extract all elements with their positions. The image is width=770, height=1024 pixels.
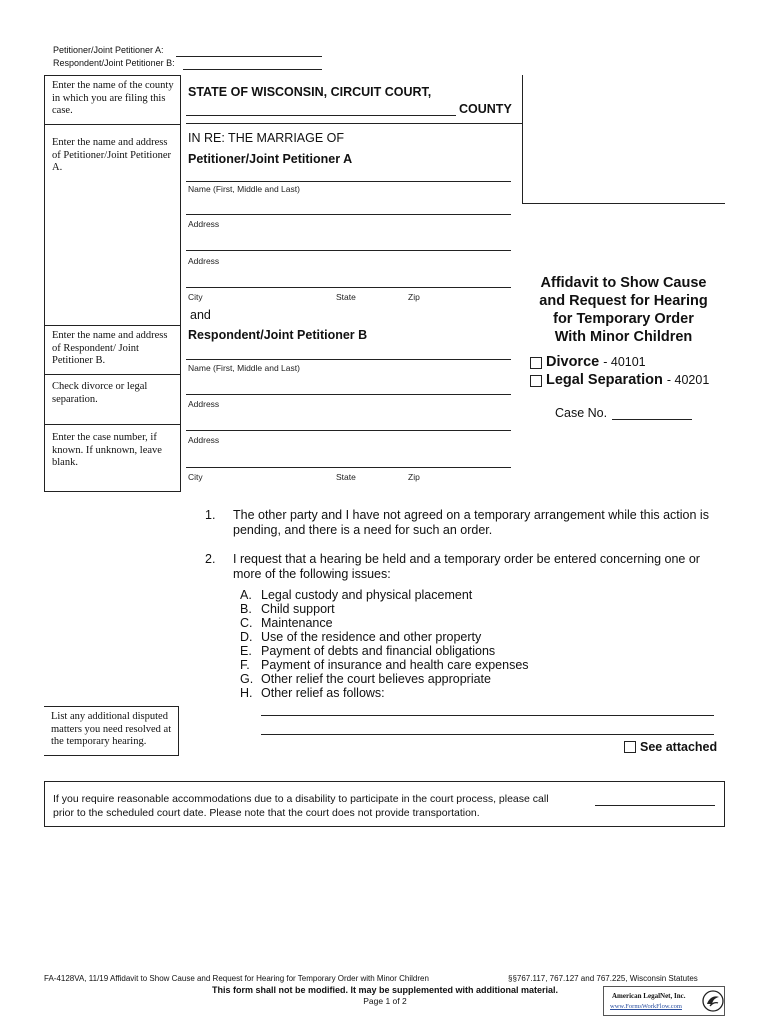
issue-text: Payment of insurance and health care expenses — [261, 658, 529, 672]
party-b-name-label: Name (First, Middle and Last) — [188, 363, 300, 373]
legal-separation-label: Legal Separation — [546, 372, 663, 388]
check-instruction: Check divorce or legal separation. — [52, 381, 148, 405]
county-label: COUNTY — [459, 102, 512, 116]
issue-letter: H. — [240, 686, 253, 700]
accommodations-box — [44, 781, 725, 827]
sidebar-divider — [44, 424, 181, 425]
sidebar-top-border — [44, 75, 181, 76]
party-b-state-label: State — [336, 472, 356, 482]
respondent-header-label: Respondent/Joint Petitioner B: — [53, 58, 175, 68]
respondent-instruction: Enter the name and address of Respondent/ Joint Petitioner B. — [52, 330, 168, 366]
party-b-heading: Respondent/Joint Petitioner B — [188, 328, 368, 342]
divorce-checkbox[interactable] — [530, 357, 542, 369]
sidebar-left-border — [44, 75, 45, 492]
title-line: and Request for Hearing — [539, 293, 708, 309]
statutes: §§767.117, 767.127 and 767.225, Wisconsin Statutes — [508, 974, 698, 983]
caption-divider — [186, 123, 522, 124]
caption-bottom-rule — [522, 203, 725, 204]
party-b-name-field[interactable] — [186, 359, 511, 360]
case-instruction: Enter the case number, if known. If unknown, leave blank. — [52, 432, 162, 468]
case-number-field[interactable] — [612, 419, 692, 420]
title-line: for Temporary Order — [553, 311, 694, 327]
party-a-address2-label: Address — [188, 256, 220, 266]
petitioner-header-label: Petitioner/Joint Petitioner A: — [53, 45, 164, 55]
party-a-address-field[interactable] — [186, 214, 511, 215]
publisher-website[interactable]: www.FormsWorkFlow.com — [610, 1003, 682, 1010]
legal-separation-checkbox[interactable] — [530, 375, 542, 387]
accommodations-line-1: If you require reasonable accommodations due to a disability to participate in the court process, please call — [53, 793, 549, 805]
divorce-code: - 40101 — [603, 355, 646, 369]
party-b-address-field[interactable] — [186, 394, 511, 395]
page-number: Page 1 of 2 — [363, 996, 407, 1006]
issue-letter: D. — [240, 630, 253, 644]
party-b-city-label: City — [188, 472, 203, 482]
petitioner-header-line[interactable] — [176, 56, 322, 57]
paragraph-2-number: 2. — [205, 552, 216, 566]
publisher-logo-icon — [702, 990, 724, 1012]
party-a-city-label: City — [188, 292, 203, 302]
paragraph-1: The other party and I have not agreed on a temporary arrangement while this action is pending, and there is a need for such an order. — [233, 508, 709, 537]
other-relief-line[interactable] — [261, 715, 714, 716]
other-relief-line[interactable] — [261, 734, 714, 735]
party-a-name-field[interactable] — [186, 181, 511, 182]
divorce-label: Divorce — [546, 354, 600, 370]
issue-text: Child support — [261, 602, 335, 616]
party-a-city-field[interactable] — [186, 287, 511, 288]
party-b-address2-field[interactable] — [186, 430, 511, 431]
title-line: With Minor Children — [554, 329, 693, 345]
modification-warning: This form shall not be modified. It may be supplemented with additional material. — [211, 985, 559, 995]
in-re-heading: IN RE: THE MARRIAGE OF — [188, 131, 345, 145]
accommodations-line-2: prior to the scheduled court date. Please note that the court does not provide transportation. — [53, 807, 480, 819]
and-text: and — [190, 308, 211, 322]
issue-text: Other relief the court believes appropriate — [261, 672, 491, 686]
divorce-option — [546, 354, 646, 370]
sidebar-right-border — [180, 75, 181, 492]
party-a-name-label: Name (First, Middle and Last) — [188, 184, 300, 194]
sidebar-divider — [44, 124, 181, 125]
party-b-zip-label: Zip — [408, 472, 420, 482]
paragraph-1-number: 1. — [205, 508, 216, 522]
party-b-city-field[interactable] — [186, 467, 511, 468]
title-line: Affidavit to Show Cause — [540, 275, 707, 291]
court-title: STATE OF WISCONSIN, CIRCUIT COURT, — [188, 85, 432, 99]
county-name-line[interactable] — [186, 115, 456, 116]
issue-text: Maintenance — [261, 616, 333, 630]
issue-letter: C. — [240, 616, 253, 630]
petitioner-instruction: Enter the name and address of Petitioner/Joint Petitioner A. — [52, 137, 171, 173]
publisher-badge — [603, 986, 725, 1016]
accommodations-phone-field[interactable] — [595, 805, 715, 806]
document-title — [522, 274, 725, 346]
caption-right-border — [522, 75, 523, 204]
case-number-label: Case No. — [555, 406, 608, 420]
disputed-instruction: List any additional disputed matters you need resolved at the temporary hearing. — [51, 711, 172, 747]
party-a-heading: Petitioner/Joint Petitioner A — [188, 152, 353, 166]
issue-text: Other relief as follows: — [261, 686, 385, 700]
legal-separation-code: - 40201 — [666, 373, 710, 387]
party-b-address2-label: Address — [188, 435, 220, 445]
respondent-header-line[interactable] — [183, 69, 322, 70]
form-identifier: FA-4128VA, 11/19 Affidavit to Show Cause and Request for Hearing for Temporary Order with Minor Children — [44, 974, 429, 983]
party-b-address-label: Address — [188, 399, 220, 409]
sidebar-bottom-border — [44, 491, 181, 492]
see-attached-label: See attached — [640, 740, 718, 754]
sidebar-divider — [44, 325, 181, 326]
issue-text: Legal custody and physical placement — [261, 588, 473, 602]
legal-separation-option — [546, 372, 709, 388]
issue-letter: A. — [240, 588, 252, 602]
issue-text: Payment of debts and financial obligations — [261, 644, 496, 658]
issue-letter: F. — [240, 658, 250, 672]
sidebar-divider — [44, 374, 181, 375]
county-instruction: Enter the name of the county in which you are filing this case. — [52, 80, 174, 116]
issue-letter: G. — [240, 672, 254, 686]
party-a-state-label: State — [336, 292, 356, 302]
paragraph-2: I request that a hearing be held and a temporary order be entered concerning one or more of the following issues: — [233, 552, 700, 581]
see-attached-checkbox[interactable] — [624, 741, 636, 753]
issue-letter: E. — [240, 644, 252, 658]
party-a-address2-field[interactable] — [186, 250, 511, 251]
disputed-note-box — [44, 706, 179, 756]
issue-letter: B. — [240, 602, 252, 616]
party-a-zip-label: Zip — [408, 292, 420, 302]
publisher-name: American LegalNet, Inc. — [612, 992, 686, 1000]
party-a-address-label: Address — [188, 219, 220, 229]
issue-text: Use of the residence and other property — [261, 630, 482, 644]
